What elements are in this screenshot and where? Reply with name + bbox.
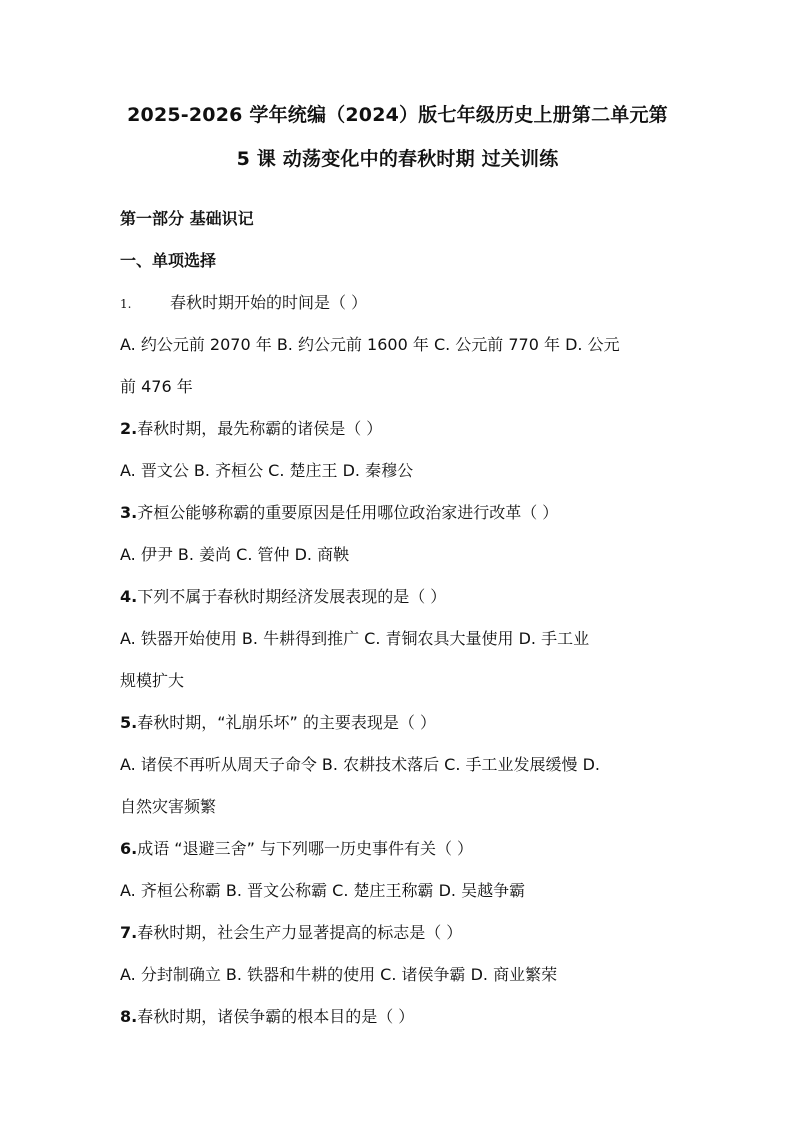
question-text: 春秋时期，社会生产力显著提高的标志是（ ）	[137, 923, 463, 942]
document-title-line-1: 2025-2026 学年统编（2024）版七年级历史上册第二单元第	[127, 104, 668, 126]
question-1	[120, 291, 367, 316]
question-3-options: A. 伊尹 B. 姜尚 C. 管仲 D. 商鞅	[120, 545, 350, 564]
document-title-line-2: 5 课 动荡变化中的春秋时期 过关训练	[236, 148, 559, 170]
question-5	[120, 711, 436, 735]
section-heading: 一、单项选择	[120, 251, 217, 270]
question-4	[120, 585, 446, 609]
question-3	[120, 501, 558, 525]
question-4-options: A. 铁器开始使用 B. 牛耕得到推广 C. 青铜农具大量使用 D. 手工业	[120, 629, 590, 648]
question-number: 8.	[120, 1007, 138, 1026]
question-8	[120, 1005, 414, 1029]
question-6-options: A. 齐桓公称霸 B. 晋文公称霸 C. 楚庄王称霸 D. 吴越争霸	[120, 881, 526, 900]
question-5-options-cont: 自然灾害频繁	[120, 797, 217, 816]
question-1-options-cont: 前 476 年	[120, 377, 193, 396]
question-number: 5.	[120, 713, 138, 732]
question-5-options: A. 诸侯不再听从周天子命令 B. 农耕技术落后 C. 手工业发展缓慢 D.	[120, 755, 600, 774]
question-text: 春秋时期，最先称霸的诸侯是（ ）	[137, 419, 383, 438]
question-2-options: A. 晋文公 B. 齐桓公 C. 楚庄王 D. 秦穆公	[120, 461, 414, 480]
question-number: 7.	[120, 923, 138, 942]
question-text: 下列不属于春秋时期经济发展表现的是（ ）	[137, 587, 447, 606]
question-2	[120, 417, 382, 441]
question-7-options: A. 分封制确立 B. 铁器和牛耕的使用 C. 诸侯争霸 D. 商业繁荣	[120, 965, 558, 984]
question-text: 春秋时期，诸侯争霸的根本目的是（ ）	[137, 1007, 415, 1026]
question-1-options: A. 约公元前 2070 年 B. 约公元前 1600 年 C. 公元前 770 年 D. 公元	[120, 335, 620, 354]
question-number: 6.	[120, 839, 138, 858]
part-heading: 第一部分 基础识记	[120, 209, 254, 228]
question-number: 3.	[120, 503, 138, 522]
question-text: 春秋时期，“礼崩乐坏” 的主要表现是（ ）	[137, 713, 436, 732]
question-number: 2.	[120, 419, 138, 438]
question-number: 1.	[120, 297, 132, 311]
question-text: 齐桓公能够称霸的重要原因是任用哪位政治家进行改革（ ）	[137, 503, 559, 522]
question-number: 4.	[120, 587, 138, 606]
question-text: 成语 “退避三舍” 与下列哪一历史事件有关（ ）	[137, 839, 474, 858]
question-7	[120, 921, 462, 945]
question-6	[120, 837, 473, 861]
question-4-options-cont: 规模扩大	[120, 671, 185, 690]
question-text: 春秋时期开始的时间是（ ）	[170, 293, 368, 312]
